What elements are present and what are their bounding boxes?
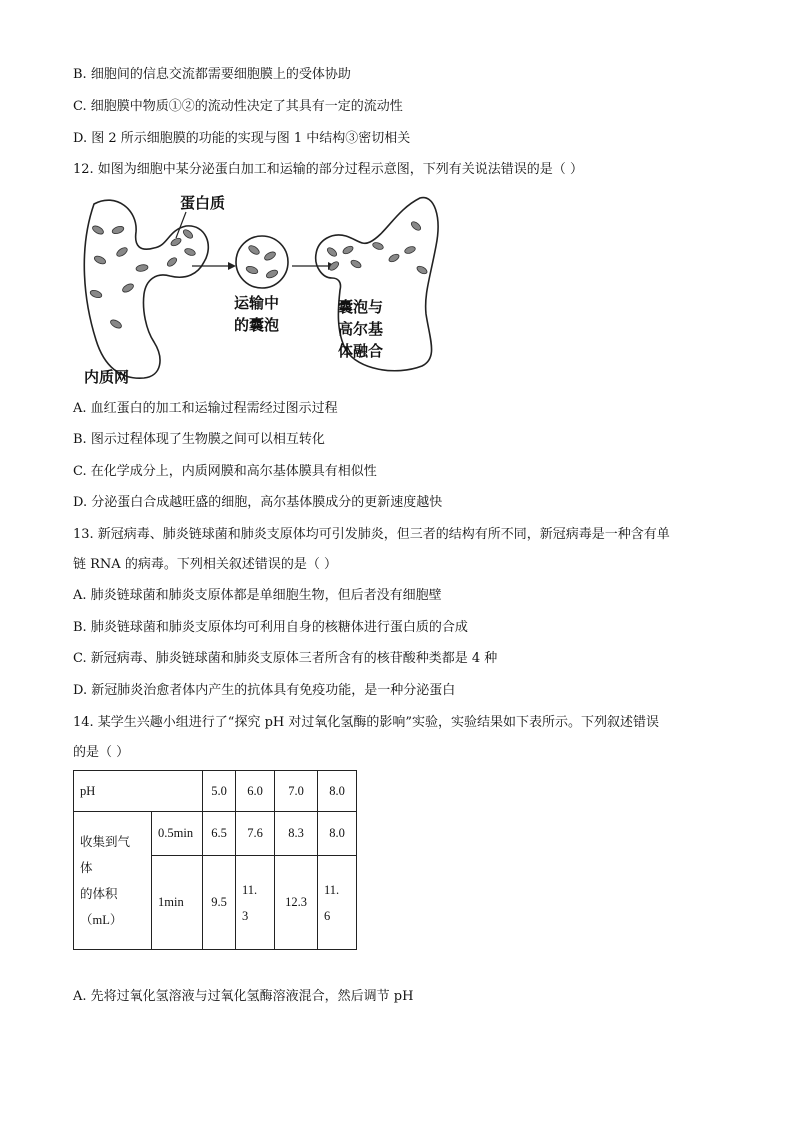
volume-value-cell: [318, 856, 357, 950]
label-protein: 蛋白质: [180, 194, 226, 212]
q14-option-a: A. 先将过氧化氢溶液与过氧化氢酶溶液混合，然后调节 pH: [73, 989, 414, 1004]
ph-label-cell: pH: [74, 771, 203, 812]
volume-label-line: 的体积: [80, 886, 118, 901]
er-membrane: [84, 200, 208, 378]
volume-value-cell: 8.0: [318, 812, 357, 856]
wrapped-value-part: 11.: [242, 882, 258, 897]
ph-results-table: [73, 770, 357, 950]
wrapped-value-part: 3: [242, 908, 249, 923]
q12-stem: 12. 如图为细胞中某分泌蛋白加工和运输的部分过程示意图，下列有关说法错误的是（ ）: [73, 162, 583, 177]
ph-value-cell: 5.0: [203, 771, 236, 812]
q12-option-a: A. 血红蛋白的加工和运输过程需经过图示过程: [73, 401, 338, 416]
time-cell: 0.5min: [152, 812, 203, 856]
label-transport-2: 的囊泡: [234, 316, 280, 334]
q11-option-b: B. 细胞间的信息交流都需要细胞膜上的受体协助: [73, 67, 351, 82]
volume-label-line: 收集到气: [80, 834, 131, 849]
ph-value-cell: 8.0: [318, 771, 357, 812]
table-row-05min: [74, 812, 357, 856]
time-cell: 1min: [152, 856, 203, 950]
wrapped-value-part: 6: [324, 908, 331, 923]
q13-option-c: C. 新冠病毒、肺炎链球菌和肺炎支原体三者所含有的核苷酸种类都是 4 种: [73, 651, 498, 666]
q12-option-b: B. 图示过程体现了生物膜之间可以相互转化: [73, 432, 325, 447]
q12-option-c: C. 在化学成分上，内质网膜和高尔基体膜具有相似性: [73, 464, 377, 479]
volume-value-cell: 8.3: [275, 812, 318, 856]
volume-label-line: （mL）: [80, 912, 123, 927]
transport-vesicle: [236, 236, 288, 288]
q14-stem-line2: 的是（ ）: [73, 745, 130, 760]
volume-label-cell: [74, 812, 152, 950]
secretory-protein-diagram: [76, 190, 456, 390]
q13-option-d: D. 新冠肺炎治愈者体内产生的抗体具有免疫功能，是一种分泌蛋白: [73, 683, 456, 698]
ph-value-cell: 7.0: [275, 771, 318, 812]
q11-option-d: D. 图 2 所示细胞膜的功能的实现与图 1 中结构③密切相关: [73, 131, 411, 146]
volume-value-cell: [236, 856, 275, 950]
label-transport-1: 运输中: [234, 294, 280, 312]
q13-option-a: A. 肺炎链球菌和肺炎支原体都是单细胞生物，但后者没有细胞壁: [73, 588, 442, 603]
label-fusion-2: 高尔基: [338, 320, 384, 338]
label-fusion-3: 体融合: [338, 342, 384, 360]
volume-value-cell: 9.5: [203, 856, 236, 950]
q13-option-b: B. 肺炎链球菌和肺炎支原体均可利用自身的核糖体进行蛋白质的合成: [73, 620, 468, 635]
q13-stem-line2: 链 RNA 的病毒。下列相关叙述错误的是（ ）: [73, 557, 337, 572]
volume-value-cell: 7.6: [236, 812, 275, 856]
table-row-ph: [74, 771, 357, 812]
volume-value-cell: 12.3: [275, 856, 318, 950]
q14-stem-line1: 14. 某学生兴趣小组进行了“探究 pH 对过氧化氢酶的影响”实验，实验结果如下表所示。下列叙述错误: [73, 715, 660, 730]
q12-option-d: D. 分泌蛋白合成越旺盛的细胞，高尔基体膜成分的更新速度越快: [73, 495, 443, 510]
volume-label-line: 体: [80, 860, 93, 875]
label-er: 内质网: [84, 368, 130, 386]
q11-option-c: C. 细胞膜中物质①②的流动性决定了其具有一定的流动性: [73, 99, 403, 114]
ph-value-cell: 6.0: [236, 771, 275, 812]
label-fusion-1: 囊泡与: [338, 298, 384, 316]
volume-value-cell: 6.5: [203, 812, 236, 856]
q13-stem-line1: 13. 新冠病毒、肺炎链球菌和肺炎支原体均可引发肺炎，但三者的结构有所不同，新冠病毒是一种含有单: [73, 527, 670, 542]
wrapped-value-part: 11.: [324, 882, 340, 897]
